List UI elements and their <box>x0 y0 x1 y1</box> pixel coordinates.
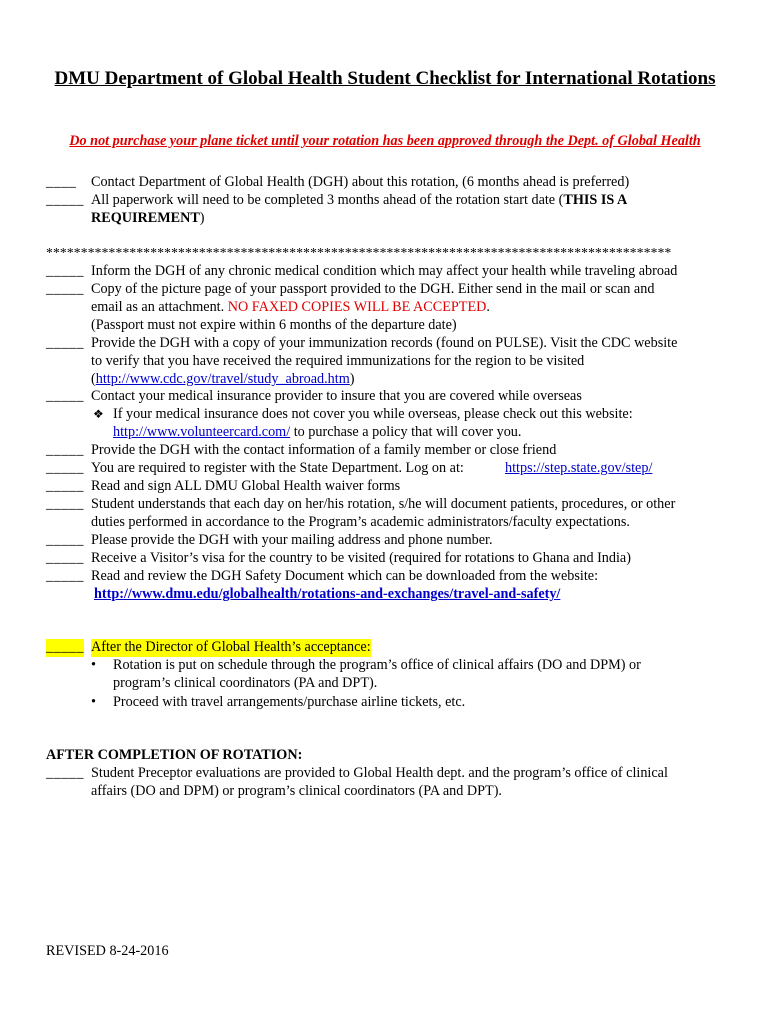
acceptance-bullet-2: Proceed with travel arrangements/purchase airline tickets, etc. <box>113 694 466 710</box>
acceptance-bullet-1: Rotation is put on schedule through the program’s office of clinical affairs (DO and DPM) or <box>113 657 641 673</box>
item-passport-note: (Passport must not expire within 6 months of the departure date) <box>91 317 457 333</box>
item-passport-cont: email as an attachment. NO FAXED COPIES WILL BE ACCEPTED. <box>91 299 490 315</box>
checkbox-blank[interactable]: _____ <box>46 765 84 781</box>
checkbox-blank[interactable]: _____ <box>46 335 84 351</box>
item-mailing-address: Please provide the DGH with your mailing address and phone number. <box>91 532 493 548</box>
item-insurance-link-line: http://www.volunteercard.com/ to purchase a policy that will cover you. <box>113 424 522 440</box>
checkbox-blank[interactable]: _____ <box>46 568 84 584</box>
checkbox-blank[interactable]: _____ <box>46 263 84 279</box>
item-visa: Receive a Visitor’s visa for the country to be visited (required for rotations to Ghana and India) <box>91 550 631 566</box>
bullet-icon: • <box>91 694 96 710</box>
acceptance-bullet-1-cont: program’s clinical coordinators (PA and DPT). <box>113 675 378 691</box>
checkbox-blank[interactable]: _____ <box>46 496 84 512</box>
item-insurance-sub: If your medical insurance does not cover you while overseas, please check out this website: <box>113 406 633 422</box>
checkbox-blank[interactable]: _____ <box>46 478 84 494</box>
checkbox-blank[interactable]: _____ <box>46 442 84 458</box>
cdc-link[interactable]: http://www.cdc.gov/travel/study_abroad.htm <box>95 371 350 387</box>
revised-date: REVISED 8-24-2016 <box>46 943 169 959</box>
item-immunization: Provide the DGH with a copy of your immunization records (found on PULSE). Visit the CDC website <box>91 335 678 351</box>
checkbox-blank[interactable]: _____ <box>46 460 84 476</box>
item-safety-doc: Read and review the DGH Safety Document which can be downloaded from the website: <box>91 568 599 584</box>
completion-heading: AFTER COMPLETION OF ROTATION: <box>46 747 303 763</box>
checkbox-blank[interactable]: _____ <box>46 388 84 404</box>
checkbox-blank[interactable]: _____ <box>46 550 84 566</box>
warning-text: Do not purchase your plane ticket until your rotation has been approved through the Dept. of Global Health <box>69 133 701 149</box>
volunteercard-link[interactable]: http://www.volunteercard.com/ <box>113 424 291 440</box>
checkbox-blank[interactable]: _____ <box>46 532 84 548</box>
separator-stars: ****************************************************************************************** <box>46 245 672 260</box>
item-documentation-cont: duties performed in accordance to the Program’s academic administrators/faculty expectations. <box>91 514 630 530</box>
checkbox-blank-highlighted[interactable]: _____ <box>46 639 84 655</box>
item-waiver: Read and sign ALL DMU Global Health waiver forms <box>91 478 401 494</box>
item-insurance: Contact your medical insurance provider to insure that you are covered while overseas <box>91 388 582 404</box>
item-contact-dgh: Contact Department of Global Health (DGH) about this rotation, (6 months ahead is preferred) <box>91 174 630 190</box>
diamond-bullet-icon: ❖ <box>93 407 104 421</box>
state-dept-link[interactable]: https://step.state.gov/step/ <box>505 460 653 476</box>
item-family-contact: Provide the DGH with the contact information of a family member or close friend <box>91 442 557 458</box>
page-title: DMU Department of Global Health Student Checklist for International Rotations <box>54 68 716 89</box>
bullet-icon: • <box>91 657 96 673</box>
item-paperwork-cont: REQUIREMENT) <box>91 210 205 226</box>
checkbox-blank[interactable]: ____ <box>46 174 77 190</box>
item-immunization-link-line: (http://www.cdc.gov/travel/study_abroad.htm) <box>91 371 355 387</box>
item-passport: Copy of the picture page of your passport provided to the DGH. Either send in the mail or scan and <box>91 281 655 297</box>
item-documentation: Student understands that each day on her/his rotation, s/he will document patients, procedures, or other <box>91 496 676 512</box>
item-chronic-condition: Inform the DGH of any chronic medical condition which may affect your health while traveling abroad <box>91 263 678 279</box>
item-state-dept: You are required to register with the State Department. Log on at: <box>91 460 464 476</box>
acceptance-heading: After the Director of Global Health’s acceptance: <box>91 639 371 655</box>
checkbox-blank[interactable]: _____ <box>46 192 84 208</box>
safety-link[interactable]: http://www.dmu.edu/globalhealth/rotations-and-exchanges/travel-and-safety/ <box>94 586 561 602</box>
completion-line-1: Student Preceptor evaluations are provided to Global Health dept. and the program’s office of clinical <box>91 765 668 781</box>
item-immunization-cont: to verify that you have received the required immunizations for the region to be visited <box>91 353 585 369</box>
completion-line-2: affairs (DO and DPM) or program’s clinical coordinators (PA and DPT). <box>91 783 502 799</box>
item-paperwork: All paperwork will need to be completed 3 months ahead of the rotation start date (THIS IS A <box>91 192 628 208</box>
no-fax-warning: NO FAXED COPIES WILL BE ACCEPTED <box>227 299 487 315</box>
checkbox-blank[interactable]: _____ <box>46 281 84 297</box>
